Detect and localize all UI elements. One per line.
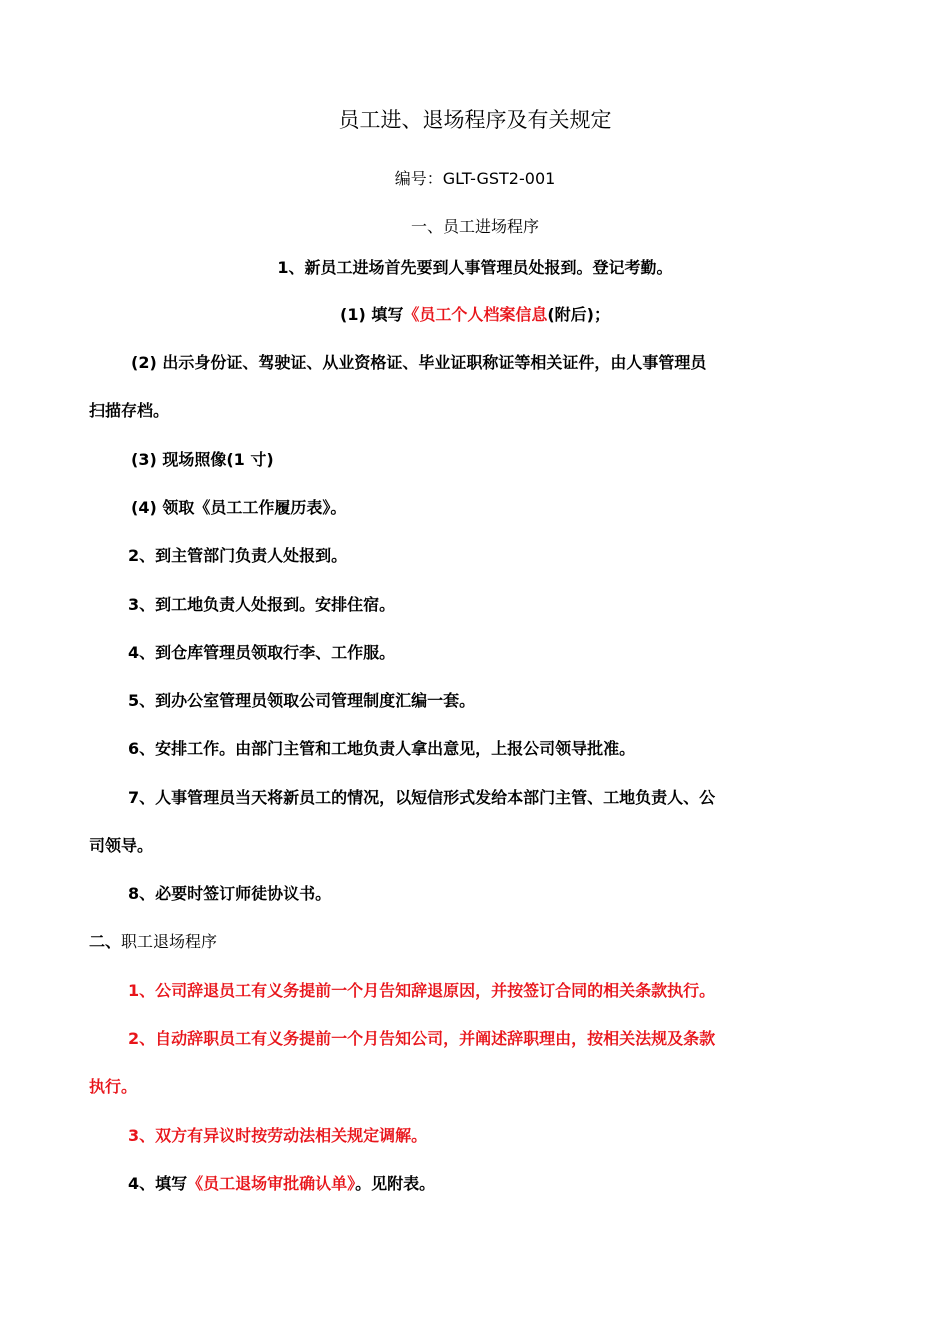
entry-item-7-line2: 司领导。 [89,836,154,855]
exit-item-4-form-name: 《员工退场审批确认单》 [187,1174,356,1193]
entry-item-2: 2、到主管部门负责人处报到。 [128,546,348,565]
exit-item-2-line2: 执行。 [89,1077,138,1096]
entry-item-5: 5、到办公室管理员领取公司管理制度汇编一套。 [128,691,476,710]
entry-item-8: 8、必要时签订师徒协议书。 [128,884,332,903]
document-code [0,168,950,190]
section-heading-entry: 一、员工进场程序 [410,217,539,236]
entry-item-4: 4、到仓库管理员领取行李、工作服。 [128,643,396,662]
subitem-1-form-name: 《员工个人档案信息 [403,305,548,324]
entry-item-1: 1、新员工进场首先要到人事管理员处报到。登记考勤。 [277,258,673,277]
entry-subitem-2-line2: 扫描存档。 [89,401,170,420]
exit-item-2-line1: 2、自动辞职员工有义务提前一个月告知公司，并阐述辞职理由，按相关法规及条款 [128,1029,716,1048]
entry-subitem-1 [0,304,950,326]
section-heading-exit [89,931,217,953]
entry-item-3: 3、到工地负责人处报到。安排住宿。 [128,595,396,614]
exit-item-1: 1、公司辞退员工有义务提前一个月告知辞退原因，并按签订合同的相关条款执行。 [128,981,716,1000]
exit-item-4 [128,1173,435,1195]
subitem-1-suffix: (附后)； [547,305,610,324]
entry-subitem-3: (3) 现场照像(1 寸) [131,450,274,469]
exit-item-3: 3、双方有异议时按劳动法相关规定调解。 [128,1126,428,1145]
section-2-title: 职工退场程序 [121,932,218,951]
entry-subitem-4: (4) 领取《员工工作履历表》。 [131,498,347,517]
entry-item-6: 6、安排工作。由部门主管和工地负责人拿出意见，上报公司领导批准。 [128,739,636,758]
document-title: 员工进、退场程序及有关规定 [338,108,612,132]
exit-item-4-prefix: 4、填写 [128,1174,188,1193]
exit-item-4-suffix: 。见附表。 [355,1174,436,1193]
entry-subitem-2-line1: (2) 出示身份证、驾驶证、从业资格证、毕业证职称证等相关证件，由人事管理员 [131,353,707,372]
entry-item-7-line1: 7、人事管理员当天将新员工的情况，以短信形式发给本部门主管、工地负责人、公 [128,788,716,807]
section-2-number: 二、 [89,932,122,951]
code-value: GLT-GST2-001 [442,169,556,188]
code-label: 编号： [394,169,443,188]
subitem-1-prefix: (1) 填写 [340,305,404,324]
